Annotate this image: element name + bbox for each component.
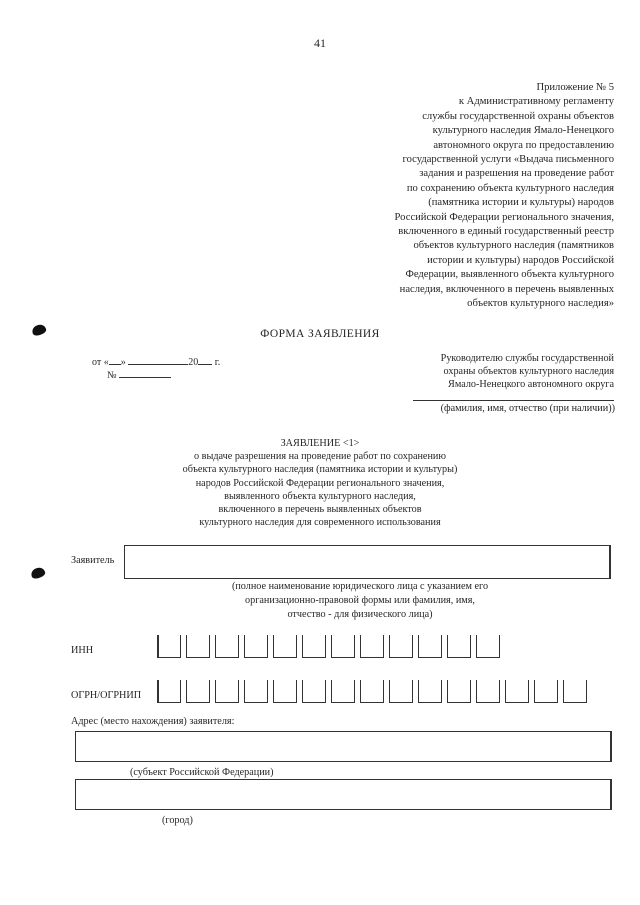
addressee-line: Руководителю службы государственной (440, 353, 614, 364)
inn-cell[interactable] (186, 635, 210, 658)
appendix-line: включенного в единый государственный реестр (398, 226, 614, 238)
appendix-block (284, 81, 614, 312)
inn-cell[interactable] (244, 635, 268, 658)
applicant-label: Заявитель (71, 555, 115, 566)
inn-cell[interactable] (447, 635, 471, 658)
address-subject-input[interactable] (75, 731, 612, 762)
caption-line: организационно-правовой формы или фамилия, имя, (245, 595, 475, 606)
heading-line: объекта культурного наследия (памятника истории и культуры) (182, 464, 458, 476)
heading-line: культурного наследия для современного использования (199, 517, 441, 529)
ogrn-cell[interactable] (534, 680, 558, 703)
appendix-line: государственной услуги «Выдача письменного (402, 154, 614, 166)
number-field (107, 368, 171, 381)
caption-line: (полное наименование юридического лица с указанием его (231, 581, 489, 592)
appendix-line: Приложение № 5 (536, 82, 614, 93)
applicant-input[interactable] (124, 545, 611, 579)
appendix-line: культурного наследия Ямало-Ненецкого (432, 125, 614, 137)
number-label: № (107, 370, 117, 381)
inn-cell[interactable] (331, 635, 355, 658)
appendix-line: Российской Федерации регионального значения, (394, 211, 614, 223)
ogrn-cell[interactable] (273, 680, 297, 703)
inn-cell[interactable] (215, 635, 239, 658)
heading-line: включенного в перечень выявленных объектов (218, 504, 422, 516)
inn-cell[interactable] (418, 635, 442, 658)
fio-caption: (фамилия, имя, отчество (при наличии)) (440, 403, 615, 414)
form-title: ФОРМА ЗАЯВЛЕНИЯ (260, 328, 380, 340)
appendix-line: (памятника истории и культуры) народов (428, 197, 614, 209)
addressee-line: охраны объектов культурного наследия (443, 366, 614, 378)
appendix-line: задания и разрешения на проведение работ (419, 168, 614, 180)
ogrn-cell[interactable] (476, 680, 500, 703)
appendix-line: объектов культурного наследия (памятников (413, 240, 614, 252)
ogrn-cell[interactable] (215, 680, 239, 703)
inn-cell[interactable] (476, 635, 500, 658)
addressee-block (374, 352, 614, 392)
year-blank[interactable] (198, 355, 212, 365)
heading-line: народов Российской Федерации регионального значения, (195, 477, 445, 489)
heading-line: о выдаче разрешения на проведение работ по сохранению (194, 451, 446, 463)
application-heading (150, 437, 490, 529)
appendix-line: Федерации, выявленного объекта культурного (405, 269, 614, 281)
inn-label: ИНН (71, 645, 94, 656)
number-blank[interactable] (119, 368, 171, 378)
year-prefix: 20 (188, 357, 199, 368)
inn-cell[interactable] (157, 635, 181, 658)
applicant-caption (180, 580, 540, 622)
appendix-line: наследия, включенного в перечень выявленных (399, 283, 614, 295)
inn-cell[interactable] (360, 635, 384, 658)
ogrn-cell[interactable] (302, 680, 326, 703)
appendix-line: службы государственной охраны объектов (422, 110, 614, 122)
appendix-line: автономного округа по предоставлению (433, 139, 614, 151)
ogrn-cell[interactable] (331, 680, 355, 703)
ogrn-cells (157, 680, 587, 703)
heading-line: выявленного объекта культурного наследия, (224, 490, 416, 502)
caption-line: отчество - для физического лица) (287, 609, 433, 620)
address-label: Адрес (место нахождения) заявителя: (71, 716, 235, 727)
appendix-line: к Административному регламенту (458, 96, 614, 108)
appendix-line: по сохранению объекта культурного наследия (406, 182, 614, 194)
inn-cell[interactable] (273, 635, 297, 658)
date-from-label: от « (92, 357, 109, 368)
ogrn-cell[interactable] (418, 680, 442, 703)
date-quote-close: » (120, 357, 126, 368)
subject-caption: (субъект Российской Федерации) (130, 767, 274, 778)
ogrn-cell[interactable] (505, 680, 529, 703)
ogrn-cell[interactable] (157, 680, 181, 703)
ogrn-cell[interactable] (447, 680, 471, 703)
appendix-line: истории и культуры) народов Российской (427, 254, 614, 266)
ogrn-cell[interactable] (389, 680, 413, 703)
inn-cell[interactable] (389, 635, 413, 658)
heading-title: ЗАЯВЛЕНИЕ <1> (280, 438, 360, 449)
ogrn-cell[interactable] (186, 680, 210, 703)
day-blank[interactable] (109, 355, 121, 365)
inn-cell[interactable] (302, 635, 326, 658)
inn-cells (157, 635, 500, 658)
city-caption: (город) (162, 815, 193, 826)
appendix-line: объектов культурного наследия» (467, 298, 614, 310)
ogrn-cell[interactable] (244, 680, 268, 703)
binder-hole-mark (30, 566, 46, 580)
page-number: 41 (314, 36, 326, 50)
addressee-line: Ямало-Ненецкого автономного округа (448, 379, 614, 391)
ogrn-label: ОГРН/ОГРНИП (71, 690, 142, 701)
month-blank[interactable] (128, 355, 188, 365)
ogrn-cell[interactable] (563, 680, 587, 703)
ogrn-cell[interactable] (360, 680, 384, 703)
address-city-input[interactable] (75, 779, 612, 810)
year-suffix: г. (214, 357, 221, 368)
date-field (92, 355, 220, 368)
fio-signature-line[interactable] (413, 400, 614, 401)
